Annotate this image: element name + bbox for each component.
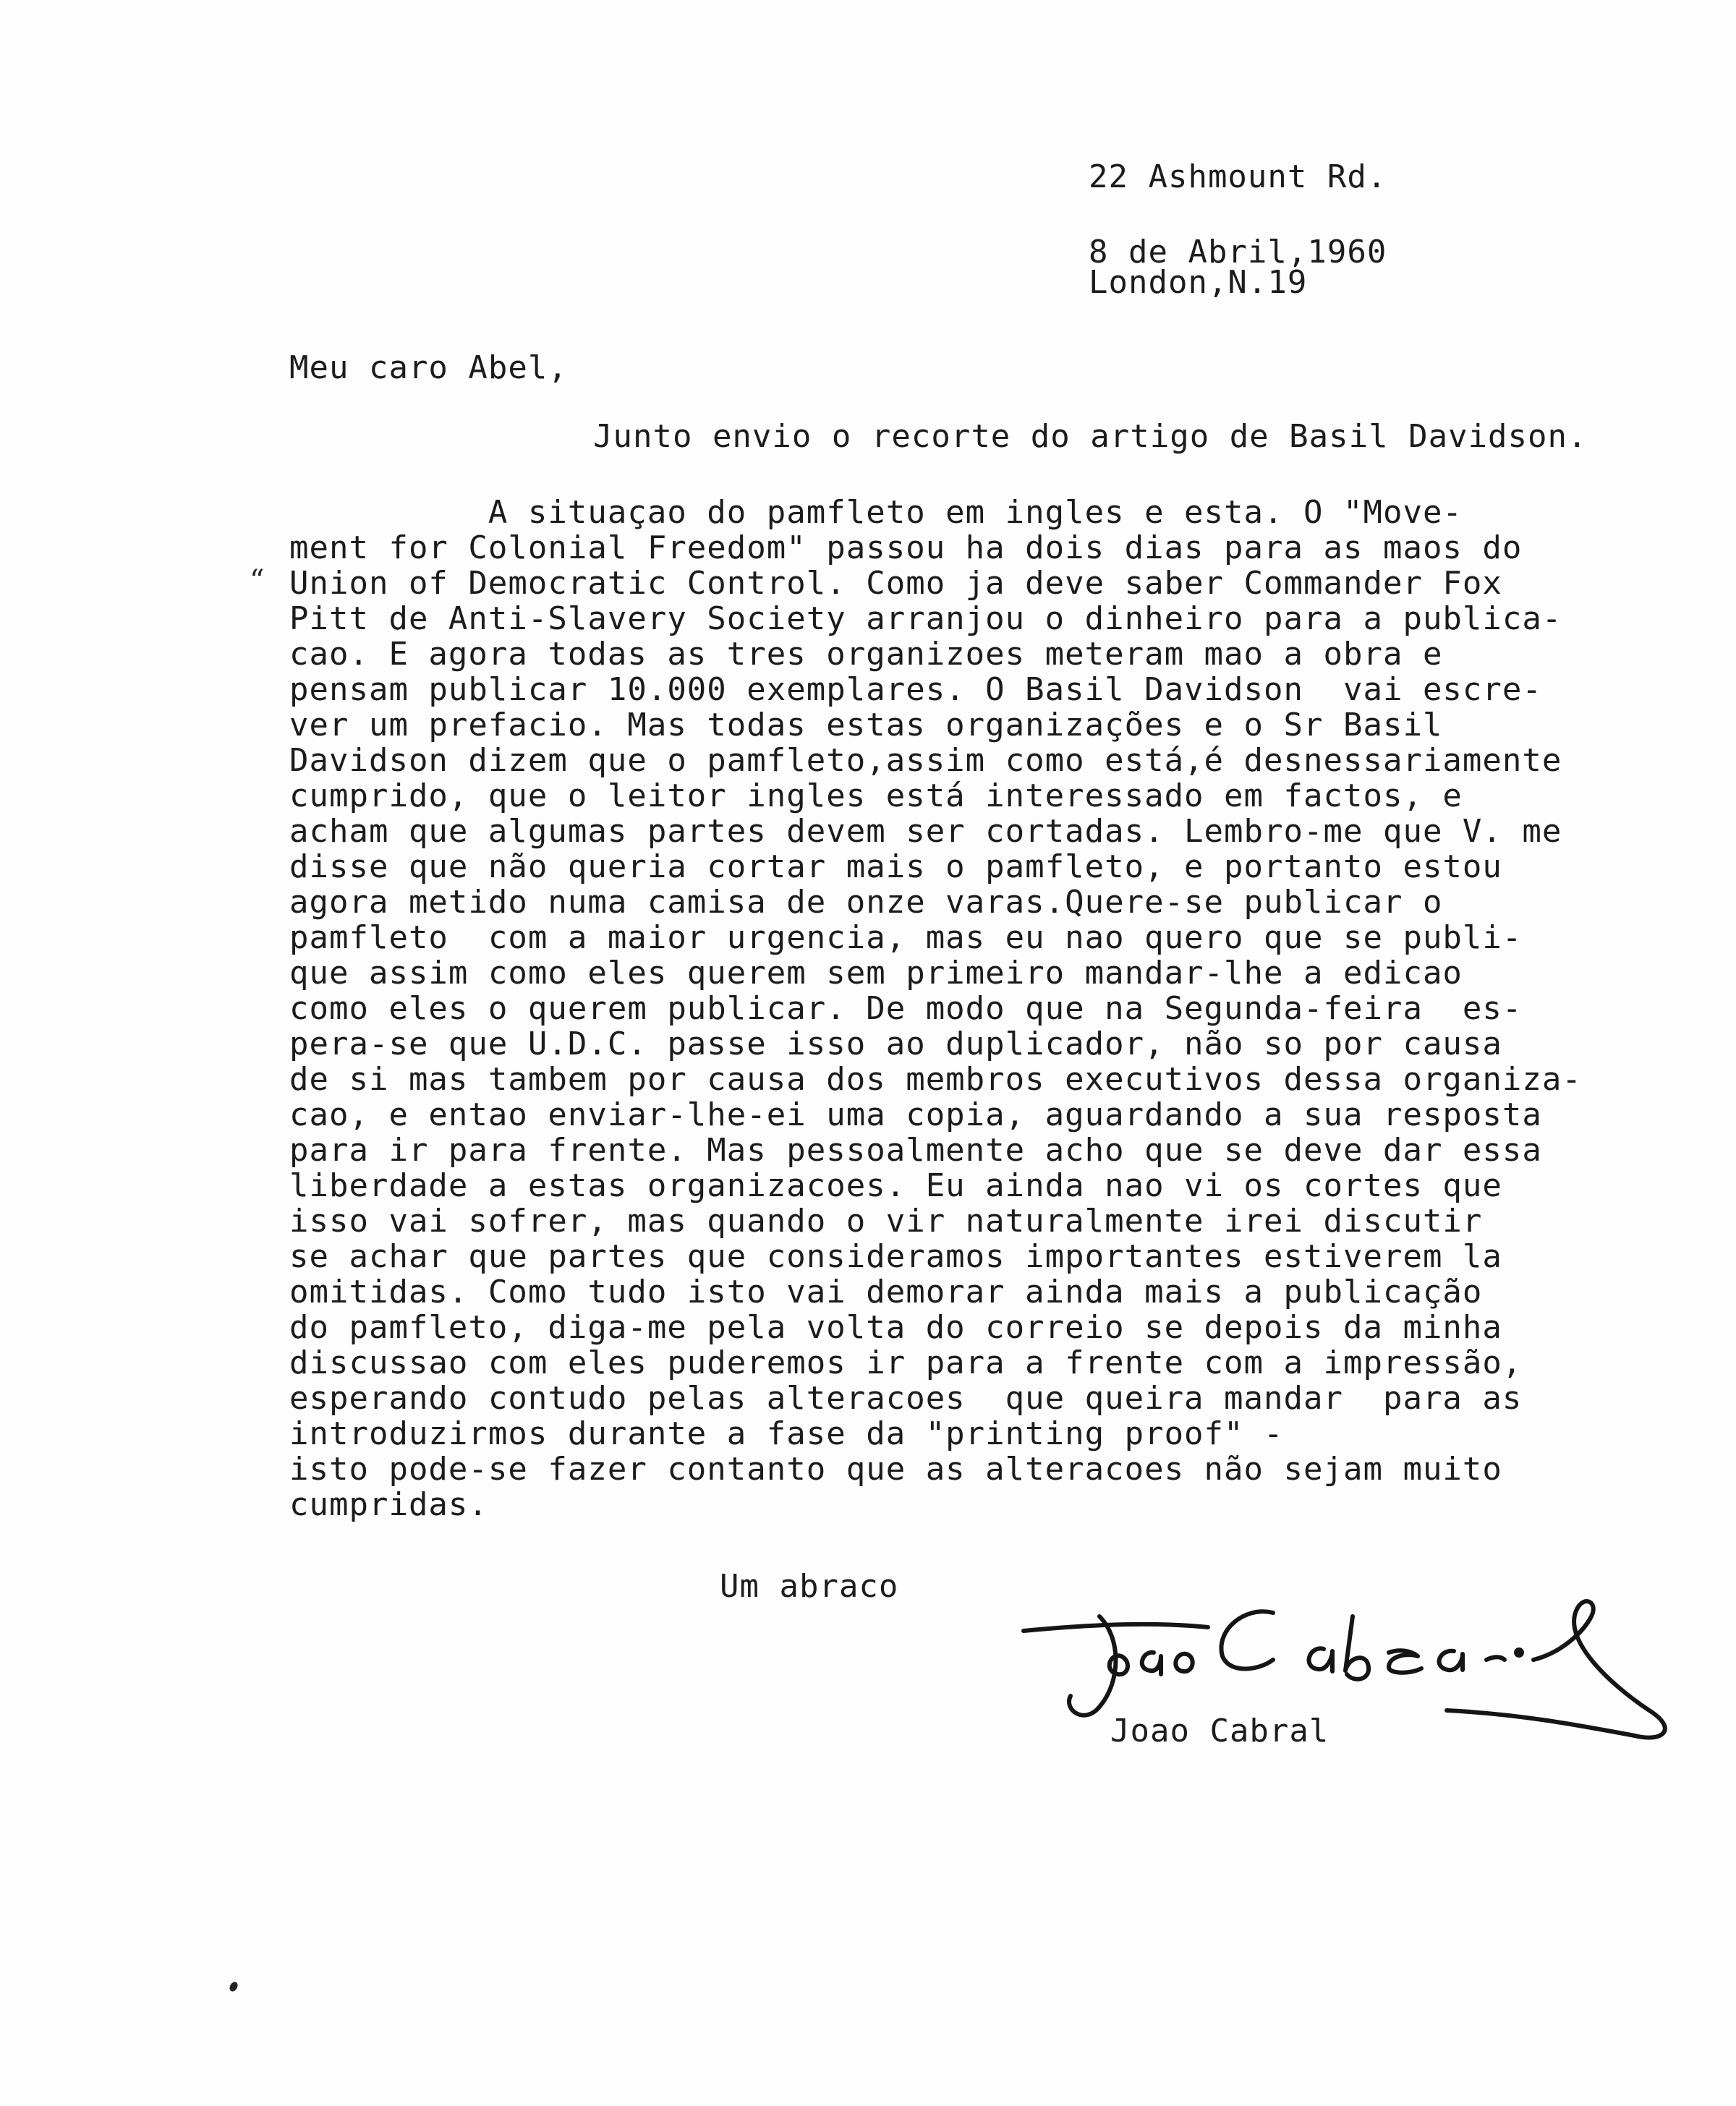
body-line: que assim como eles querem sem primeiro mandar-lhe a edicao	[289, 955, 1463, 992]
body-line: disse que não queria cortar mais o pamfleto, e portanto estou	[289, 848, 1502, 885]
address-line-1: 22 Ashmount Rd.	[1089, 158, 1387, 195]
body-line: se achar que partes que consideramos importantes estiverem la	[289, 1238, 1502, 1275]
body-line: Union of Democratic Control. Como ja deve saber Commander Fox	[289, 565, 1502, 602]
body-line: agora metido numa camisa de onze varas.Quere-se publicar o	[289, 884, 1443, 921]
body-line: introduzirmos durante a fase da "printing proof" -	[289, 1415, 1284, 1452]
body-line: Davidson dizem que o pamfleto,assim como está,é desnessariamente	[289, 742, 1562, 779]
body-line: discussao com eles puderemos ir para a frente com a impressão,	[289, 1344, 1523, 1381]
body-line: isto pode-se fazer contanto que as alteracoes não sejam muito	[289, 1451, 1502, 1488]
body-line: pamfleto com a maior urgencia, mas eu nao quero que se publi-	[289, 919, 1523, 956]
body-line: ver um prefacio. Mas todas estas organizações e o Sr Basil	[289, 707, 1443, 743]
body-line: cumpridas.	[289, 1486, 488, 1523]
margin-quote-mark: “	[250, 564, 265, 597]
typed-name: Joao Cabral	[1110, 1713, 1329, 1749]
body-line: liberdade a estas organizacoes. Eu ainda nao vi os cortes que	[289, 1167, 1502, 1204]
body-line: ment for Colonial Freedom" passou ha dois dias para as maos do	[289, 529, 1523, 566]
body-line: para ir para frente. Mas pessoalmente acho que se deve dar essa	[289, 1132, 1542, 1169]
letter-date: 8 de Abril,1960	[1089, 234, 1387, 270]
body-line: do pamfleto, diga-me pela volta do correio se depois da minha	[289, 1309, 1502, 1346]
body-line: cao, e entao enviar-lhe-ei uma copia, aguardando a sua resposta	[289, 1096, 1542, 1133]
ink-speck	[228, 1980, 239, 1992]
body-line: cao. E agora todas as tres organizoes meteram mao a obra e	[289, 636, 1443, 673]
salutation: Meu caro Abel,	[289, 349, 568, 386]
sender-address	[1089, 90, 1387, 371]
body-line: pensam publicar 10.000 exemplares. O Basil Davidson vai escre-	[289, 671, 1542, 708]
closing: Um abraco	[720, 1568, 899, 1605]
letter-body	[289, 495, 1582, 1523]
body-line: omitidas. Como tudo isto vai demorar ainda mais a publicação	[289, 1274, 1483, 1310]
body-line: como eles o querem publicar. De modo que na Segunda-feira es-	[289, 990, 1523, 1027]
body-line: A situaçao do pamfleto em ingles e esta. O "Move-	[289, 494, 1463, 531]
body-line: isso vai sofrer, mas quando o vir naturalmente irei discutir	[289, 1203, 1483, 1240]
address-line-2: London,N.19	[1089, 264, 1308, 301]
body-line: esperando contudo pelas alteracoes que queira mandar para as	[289, 1380, 1523, 1417]
paragraph-1: Junto envio o recorte do artigo de Basil Davidson.	[593, 418, 1588, 455]
body-line: de si mas tambem por causa dos membros executivos dessa organiza-	[289, 1061, 1582, 1098]
body-line: acham que algumas partes devem ser cortadas. Lembro-me que V. me	[289, 813, 1562, 850]
body-line: cumprido, que o leitor ingles está interessado em factos, e	[289, 777, 1463, 814]
body-line: Pitt de Anti-Slavery Society arranjou o dinheiro para a publica-	[289, 600, 1562, 637]
body-line: pera-se que U.D.C. passe isso ao duplicador, não so por causa	[289, 1026, 1502, 1062]
